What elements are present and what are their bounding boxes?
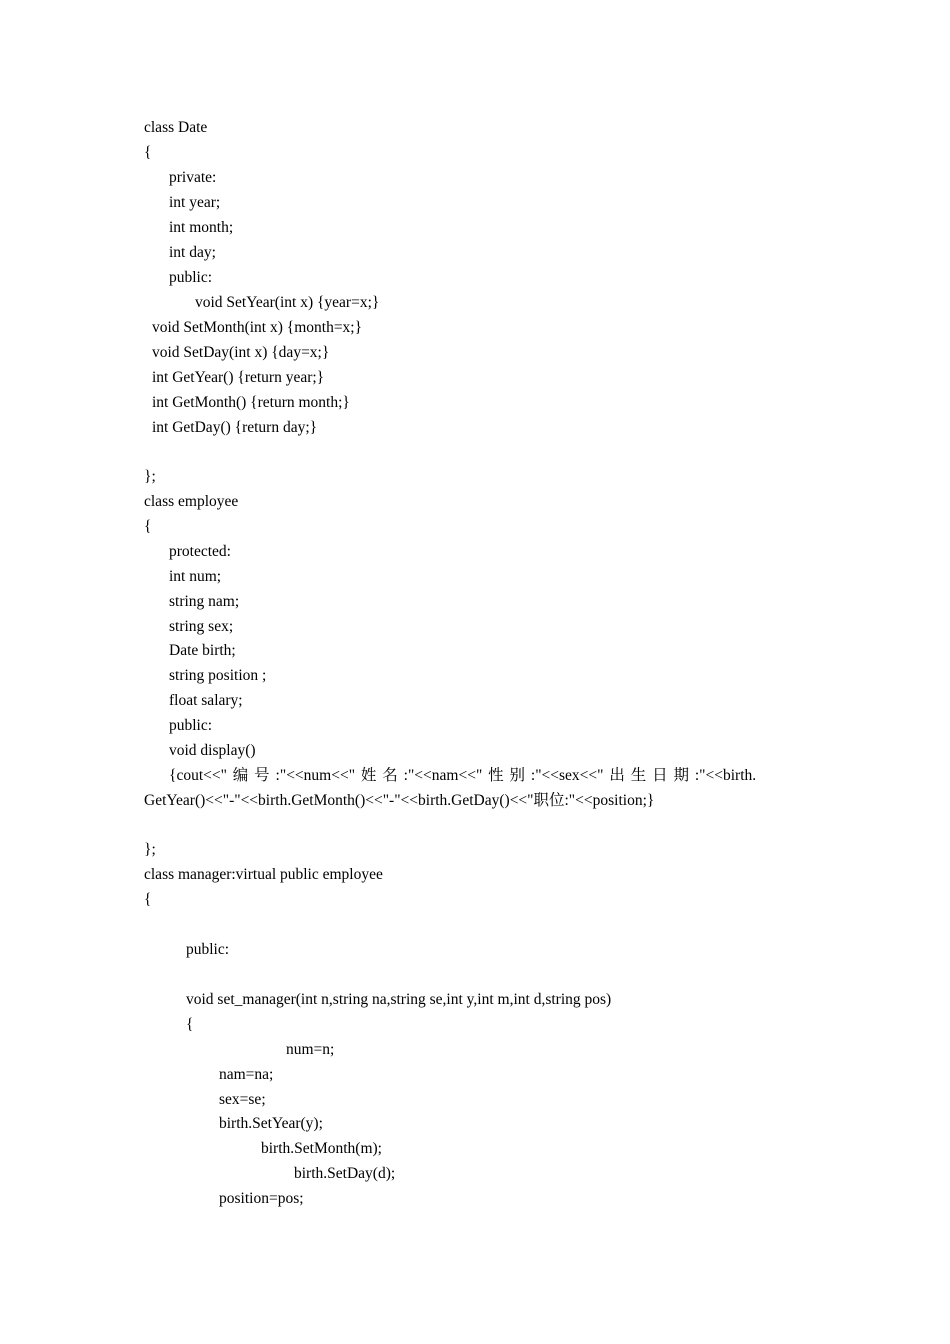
- code-line: birth.SetDay(d);: [294, 1165, 396, 1182]
- code-line: int month;: [169, 219, 234, 236]
- code-line: string sex;: [169, 618, 234, 635]
- code-line: public:: [169, 269, 213, 286]
- code-line: };: [144, 841, 156, 858]
- code-line: position=pos;: [219, 1190, 304, 1207]
- code-line: public:: [169, 717, 213, 734]
- code-line: class employee: [144, 493, 239, 510]
- code-line: int num;: [169, 568, 222, 585]
- code-line: int GetDay() {return day;}: [152, 419, 318, 436]
- code-line: int day;: [169, 244, 216, 261]
- code-line: int year;: [169, 194, 221, 211]
- code-line: void SetDay(int x) {day=x;}: [152, 344, 330, 361]
- code-line: void SetYear(int x) {year=x;}: [195, 294, 380, 311]
- code-line: class Date: [144, 119, 208, 136]
- code-line: Date birth;: [169, 642, 236, 659]
- code-line: birth.SetMonth(m);: [261, 1140, 382, 1157]
- code-line: {: [144, 518, 152, 535]
- code-line: {: [186, 1016, 194, 1033]
- code-line: public:: [186, 941, 230, 958]
- code-line: int GetMonth() {return month;}: [152, 394, 350, 411]
- code-line: string nam;: [169, 593, 240, 610]
- code-line: };: [144, 468, 156, 485]
- code-line: void display(): [169, 742, 256, 759]
- code-line: int GetYear() {return year;}: [152, 369, 325, 386]
- code-line: class manager:virtual public employee: [144, 866, 383, 883]
- code-line: private:: [169, 169, 217, 186]
- code-line: nam=na;: [219, 1066, 274, 1083]
- code-line: num=n;: [286, 1041, 335, 1058]
- code-line: GetYear()<<"-"<<birth.GetMonth()<<"-"<<birth.GetDay()<<"职位:"<<position;}: [144, 792, 655, 809]
- code-line: {: [144, 144, 152, 161]
- code-line: float salary;: [169, 692, 243, 709]
- code-line: string position ;: [169, 667, 267, 684]
- code-line: birth.SetYear(y);: [219, 1115, 323, 1132]
- code-line: protected:: [169, 543, 231, 560]
- code-line: {cout<<" 编 号 :"<<num<<" 姓 名 :"<<nam<<" 性 别 :"<<sex<<" 出 生 日 期 :"<<birth.: [169, 767, 757, 784]
- code-line: sex=se;: [219, 1091, 266, 1108]
- code-line: {: [144, 891, 152, 908]
- code-line: void SetMonth(int x) {month=x;}: [152, 319, 363, 336]
- code-line: void set_manager(int n,string na,string se,int y,int m,int d,string pos): [186, 991, 612, 1008]
